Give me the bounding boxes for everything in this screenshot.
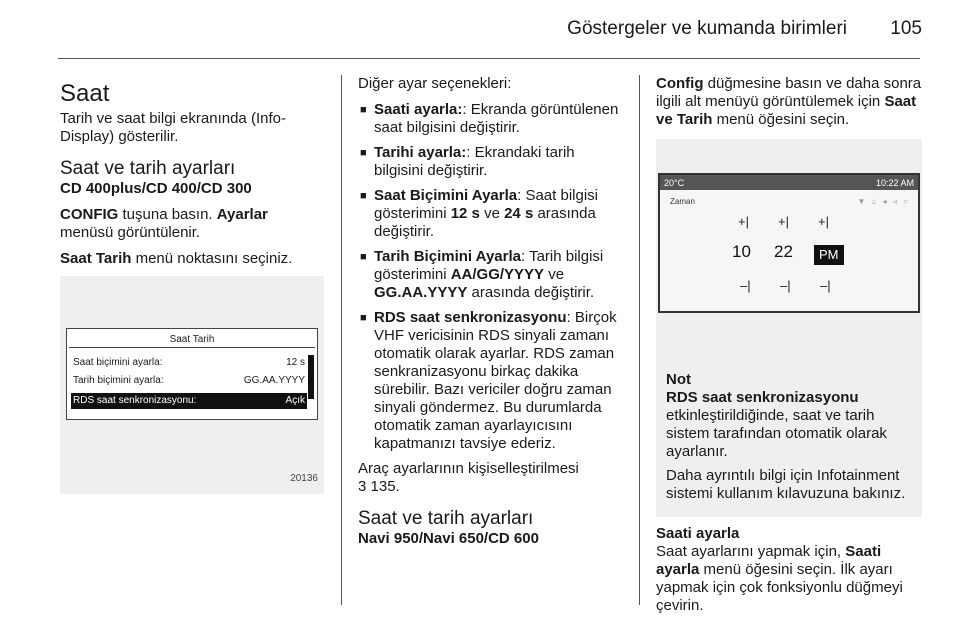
subsection-heading: Saat ve tarih ayarları bbox=[60, 158, 236, 179]
page-ref: 135. bbox=[366, 478, 400, 495]
row-label: RDS saat senkronizasyonu: bbox=[73, 395, 197, 406]
row-value: 12 s bbox=[286, 357, 305, 368]
row-value: Açık bbox=[285, 395, 305, 406]
text: Saat ayarlarını yapmak için, bbox=[656, 543, 846, 560]
page-number: 105 bbox=[890, 18, 922, 39]
column-2 bbox=[358, 75, 626, 556]
row-label: Tarih biçimini ayarla: bbox=[73, 375, 164, 386]
text: menü noktasını seçiniz. bbox=[131, 250, 293, 267]
minute-value: 22 bbox=[774, 242, 793, 261]
value: GG.AA.YYYY bbox=[374, 284, 468, 301]
subsection-heading: Saat ve tarih ayarları bbox=[358, 508, 534, 529]
text: menü öğesini seçin. İlk ayarı yapmak için çok fonksiyonlu düğmeyi çevirin. bbox=[656, 561, 903, 614]
column-divider bbox=[341, 75, 342, 605]
models-label: Navi 950/Navi 650/CD 600 bbox=[358, 530, 539, 547]
saat-tarih-keyword: Saat Tarih bbox=[60, 250, 132, 267]
list-item bbox=[358, 144, 626, 180]
text: ve bbox=[479, 205, 505, 222]
status-icons: ▼ ⌂ ◂ ◃ ○ bbox=[857, 197, 910, 206]
panel-divider bbox=[69, 347, 315, 348]
text: : Tarih bilgisi gösterimini bbox=[374, 248, 604, 283]
note-subtitle: RDS saat senkronizasyonu bbox=[666, 389, 859, 406]
screenshot-zaman bbox=[656, 139, 922, 361]
saat-ve-tarih-keyword: Saat ve Tarih bbox=[656, 93, 917, 128]
screen-label: Zaman bbox=[670, 197, 695, 206]
plus-icon: +| bbox=[818, 214, 829, 229]
minus-icon: –| bbox=[820, 278, 831, 293]
screenshot-saat-tarih bbox=[60, 276, 324, 494]
page-header bbox=[0, 18, 922, 40]
option-name: Tarih Biçimini Ayarla bbox=[374, 248, 521, 265]
models-label: CD 400plus/CD 400/CD 300 bbox=[60, 180, 252, 197]
display-panel bbox=[658, 173, 920, 313]
instruction-paragraph bbox=[60, 250, 325, 268]
header-title: Göstergeler ve kumanda birimleri bbox=[567, 18, 848, 39]
option-desc: : Birçok VHF vericisinin RDS sinyali zamanı otomatik olarak ayarlar. RDS zaman senkranizasyonu birkaç dakika sürebilir. Bazı vericiler doğru zaman sinyali göndermez. Bu durumlarda otomatik zaman ayarlayıcısını kapatmanızı tavsiye ederiz. bbox=[374, 309, 617, 452]
value: 12 s bbox=[450, 205, 480, 222]
subsection-heading: Saati ayarla bbox=[656, 525, 740, 542]
status-bar bbox=[660, 175, 918, 190]
section-heading: Saat bbox=[60, 80, 110, 107]
header-rule bbox=[58, 58, 920, 59]
menu-row bbox=[71, 373, 307, 389]
option-desc: : Ekrandaki tarih bilgisini değiştirir. bbox=[374, 144, 575, 179]
intro-text: Diğer ayar seçenekleri: bbox=[358, 75, 512, 92]
option-name: Tarihi ayarla: bbox=[374, 144, 467, 161]
panel-title: Saat Tarih bbox=[169, 334, 215, 345]
config-keyword: Config bbox=[656, 75, 704, 92]
minus-icon: –| bbox=[740, 278, 751, 293]
option-desc: : Ekranda görüntülenen saat bilgisini değiştirir. bbox=[374, 101, 619, 136]
text: : Saat bilgisi gösterimini bbox=[374, 187, 598, 222]
image-number: 20136 bbox=[290, 473, 318, 484]
row-label: Saat biçimini ayarla: bbox=[73, 357, 163, 368]
column-1 bbox=[60, 80, 325, 504]
text: düğmesine basın ve daha sonra ilgili alt menüyü görüntülemek için bbox=[656, 75, 922, 110]
list-item bbox=[358, 248, 626, 302]
hour-value: 10 bbox=[732, 242, 751, 261]
list-item bbox=[358, 309, 626, 453]
text: tuşuna basın. bbox=[118, 206, 217, 223]
column-divider bbox=[639, 75, 640, 605]
row-value: GG.AA.YYYY bbox=[243, 375, 305, 386]
instruction-paragraph bbox=[656, 75, 922, 129]
ayarlar-keyword: Ayarlar bbox=[216, 206, 268, 223]
note-title: Not bbox=[666, 371, 691, 388]
scrollbar bbox=[308, 355, 314, 399]
text: arasında değiştirir. bbox=[467, 284, 595, 301]
text: Araç ayarlarının kişiselleştirilmesi bbox=[358, 460, 579, 477]
plus-icon: +| bbox=[778, 214, 789, 229]
value: 24 s bbox=[504, 205, 534, 222]
option-name: RDS saat senkronizasyonu bbox=[374, 309, 567, 326]
text: menüsü görüntülenir. bbox=[60, 224, 201, 241]
intro-text: Tarih ve saat bilgi ekranında (Info-Display) gösterilir. bbox=[60, 110, 286, 145]
text: ve bbox=[544, 266, 565, 283]
saati-ayarla-keyword: Saati ayarla bbox=[656, 543, 882, 578]
list-item bbox=[358, 101, 626, 137]
arrow-icon: 3 bbox=[358, 478, 367, 495]
note-text: Daha ayrıntılı bilgi için Infotainment sistemi kullanım kılavuzuna bakınız. bbox=[666, 467, 906, 502]
temperature: 20°C bbox=[664, 177, 685, 188]
cross-reference bbox=[358, 460, 626, 496]
instruction-paragraph bbox=[60, 206, 325, 242]
option-name: Saati ayarla: bbox=[374, 101, 463, 118]
menu-row bbox=[71, 355, 307, 371]
config-keyword: CONFIG bbox=[60, 206, 119, 223]
options-list bbox=[358, 101, 626, 453]
minus-icon: –| bbox=[780, 278, 791, 293]
column-3 bbox=[656, 75, 922, 623]
list-item bbox=[358, 187, 626, 241]
plus-icon: +| bbox=[738, 214, 749, 229]
instruction-paragraph bbox=[656, 543, 922, 615]
option-name: Saat Biçimini Ayarla bbox=[374, 187, 518, 204]
note-box bbox=[656, 361, 922, 517]
ampm-value: PM bbox=[814, 245, 844, 265]
text: arasında değiştirir. bbox=[374, 205, 596, 240]
clock: 10:22 AM bbox=[875, 177, 914, 188]
note-text: etkinleştirildiğinde, saat ve tarih sistem tarafından otomatik olarak ayarlanır. bbox=[666, 407, 887, 460]
display-panel bbox=[66, 328, 318, 420]
text: menü öğesini seçin. bbox=[712, 111, 850, 128]
value: AA/GG/YYYY bbox=[450, 266, 545, 283]
menu-row-selected bbox=[71, 393, 307, 409]
